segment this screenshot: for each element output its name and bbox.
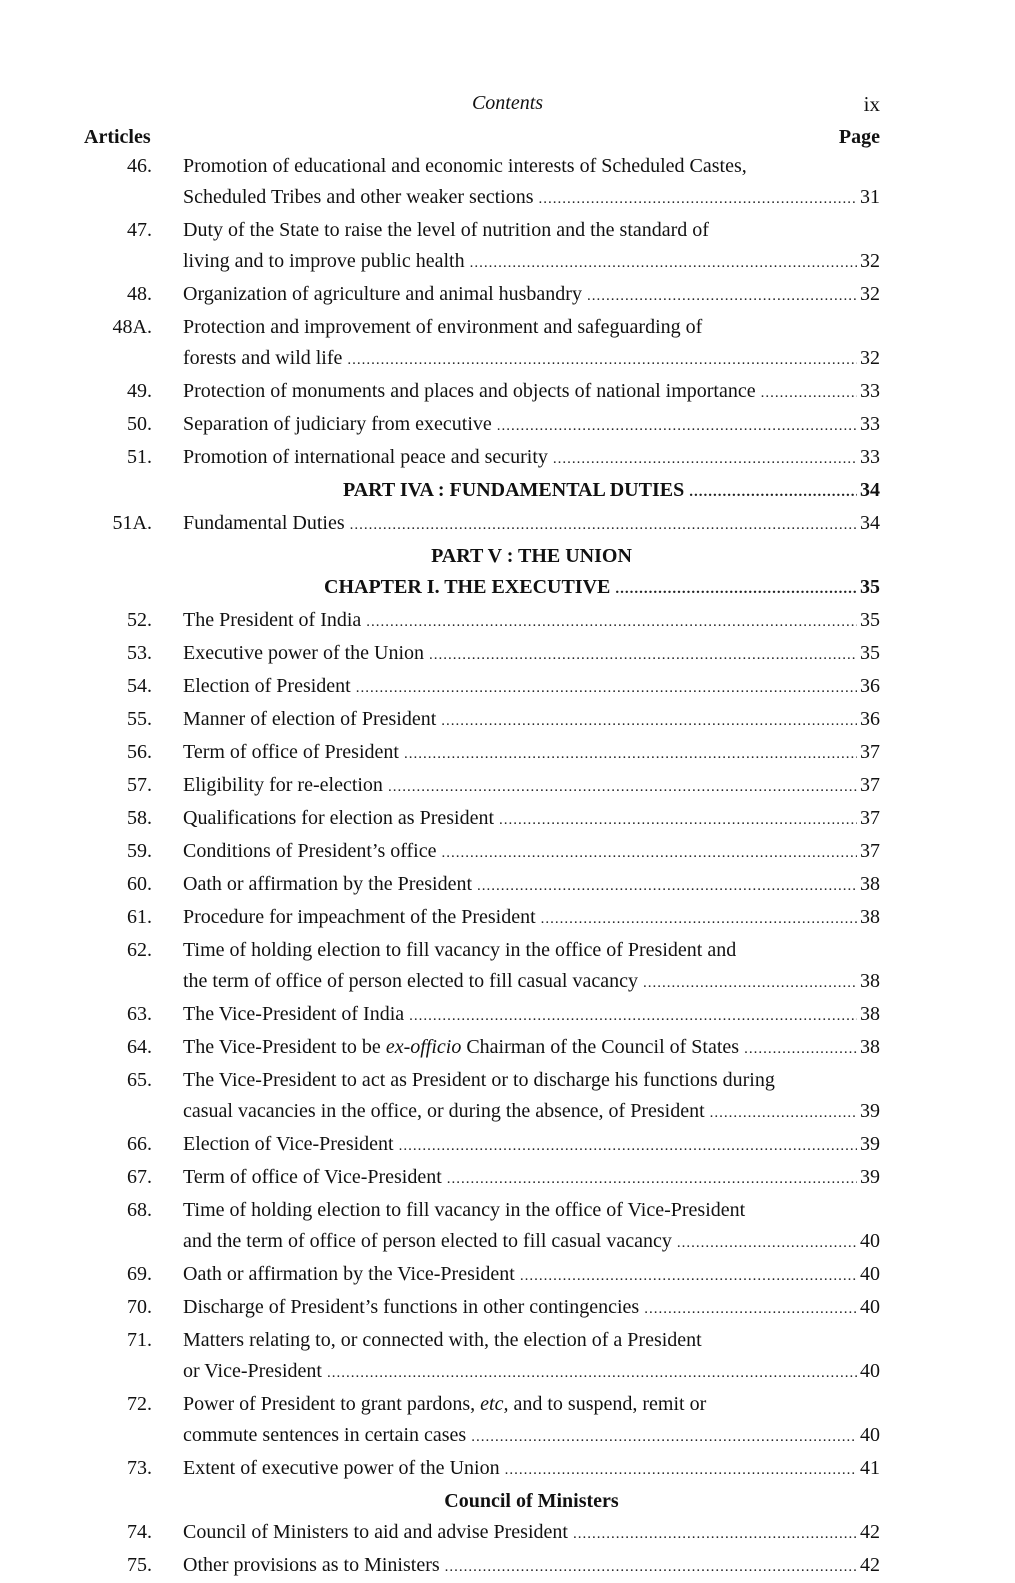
entry-title: Conditions of President’s office [183,840,437,862]
entry-title: Eligibility for re-election [183,774,383,796]
entry-page: 41 [860,1457,880,1479]
toc-entry-63 [80,999,880,1032]
article-number: 57. [127,774,152,796]
dot-leader [447,1164,857,1195]
article-number: 51. [127,446,152,468]
entry-title: Council of Ministers to aid and advise President [183,1521,568,1543]
article-number: 70. [127,1296,152,1318]
entry-title: The Vice-President to act as President or to discharge his functions during [183,1069,775,1091]
dot-leader [520,1261,857,1292]
dot-leader [404,739,857,770]
entry-title: The President of India [183,609,362,631]
entry-page: 36 [860,708,880,730]
article-number: 54. [127,675,152,697]
entry-title: Election of Vice-President [183,1133,394,1155]
dot-leader [615,574,857,605]
article-number: 48. [127,283,152,305]
entry-title: Promotion of educational and economic interests of Scheduled Castes, [183,155,747,177]
entry-page: 37 [860,741,880,763]
dot-leader [761,378,857,409]
toc-entry-48a [80,312,880,376]
entry-page: 42 [860,1521,880,1543]
page-number: ix [863,92,880,116]
entry-page: 32 [860,347,880,369]
article-number: 53. [127,642,152,664]
entry-page: 32 [860,283,880,305]
article-number: 51A. [112,512,152,534]
entry-title-cont: casual vacancies in the office, or during the absence, of President [183,1100,705,1122]
toc-entry-61 [80,902,880,935]
entry-page: 40 [860,1263,880,1285]
entry-title: Election of President [183,675,351,697]
entry-page: 33 [860,380,880,402]
dot-leader [744,1034,857,1065]
article-number: 49. [127,380,152,402]
article-number: 52. [127,609,152,631]
dot-leader [573,1519,857,1550]
article-number: 64. [127,1036,152,1058]
dot-leader [350,510,857,541]
part-title: PART IVA : FUNDAMENTAL DUTIES [343,479,685,501]
entry-title-cont: Scheduled Tribes and other weaker sections [183,186,534,208]
dot-leader [689,477,857,508]
dot-leader [429,640,857,671]
entry-title-cont: or Vice-President [183,1360,322,1382]
entry-title: Oath or affirmation by the Vice-President [183,1263,515,1285]
article-number: 46. [127,155,152,177]
entry-title: Time of holding election to fill vacancy in the office of President and [183,939,737,961]
chapter-page: 35 [860,576,880,598]
entry-page: 42 [860,1554,880,1576]
toc-entry-70 [80,1292,880,1325]
dot-leader [505,1455,857,1486]
dot-leader [347,345,857,376]
article-number: 65. [127,1069,152,1091]
toc-entry-56 [80,737,880,770]
dot-leader [499,805,857,836]
dot-leader [710,1098,857,1129]
entry-title: Other provisions as to Ministers [183,1554,440,1576]
toc-entry-55 [80,704,880,737]
article-number: 73. [127,1457,152,1479]
dot-leader [497,411,857,442]
toc-entry-51 [80,442,880,475]
entry-title-italic: ex-officio [385,1036,462,1058]
entry-title: Extent of executive power of the Union [183,1457,500,1479]
entry-title-cont: living and to improve public health [183,250,465,272]
entry-page: 34 [860,512,880,534]
dot-leader [445,1552,857,1583]
toc-entry-62 [80,935,880,999]
part-iva-heading [80,475,880,508]
part-v-heading: PART V : THE UNION [431,545,632,567]
entry-title-part: The Vice-President to be [183,1036,386,1058]
toc-entry-59 [80,836,880,869]
dot-leader [399,1131,857,1162]
dot-leader [644,1294,857,1325]
toc-entry-68 [80,1195,880,1259]
part-page: 34 [860,479,880,501]
article-number: 75. [127,1554,152,1576]
article-number: 66. [127,1133,152,1155]
entry-title: Term of office of Vice-President [183,1166,442,1188]
entry-page: 37 [860,807,880,829]
article-number: 68. [127,1199,152,1221]
dot-leader [442,838,858,869]
entry-page: 38 [860,1036,880,1058]
entry-title: The Vice-President of India [183,1003,405,1025]
entry-title-cont: and the term of office of person elected to fill casual vacancy [183,1230,672,1252]
article-number: 56. [127,741,152,763]
article-number: 69. [127,1263,152,1285]
toc-entry-49 [80,376,880,409]
article-number: 72. [127,1393,152,1415]
entry-page: 32 [860,250,880,272]
entry-title: Promotion of international peace and security [183,446,548,468]
entry-page: 40 [860,1296,880,1318]
article-number: 48A. [112,316,152,338]
entry-page: 39 [860,1133,880,1155]
article-number: 60. [127,873,152,895]
page-column-label: Page [838,126,880,148]
toc-entry-54 [80,671,880,704]
entry-title [183,1389,880,1420]
entry-title-part: and to suspend, remit or [508,1393,707,1415]
entry-title: Time of holding election to fill vacancy in the office of Vice-President [183,1199,746,1221]
toc-entry-46 [80,151,880,215]
entry-title: Duty of the State to raise the level of nutrition and the standard of [183,219,709,241]
entry-title: Manner of election of President [183,708,437,730]
dot-leader [677,1228,857,1259]
article-number: 59. [127,840,152,862]
articles-column-label: Articles [84,126,151,148]
article-number: 67. [127,1166,152,1188]
entry-page: 38 [860,970,880,992]
toc-entry-71 [80,1325,880,1389]
toc-entry-72 [80,1389,880,1453]
entry-title [183,1032,739,1063]
toc-entry-50 [80,409,880,442]
dot-leader [643,968,857,999]
article-number: 50. [127,413,152,435]
toc-entry-64 [80,1032,880,1065]
dot-leader [541,904,857,935]
article-number: 63. [127,1003,152,1025]
entry-page: 39 [860,1166,880,1188]
dot-leader [327,1358,857,1389]
article-number: 62. [127,939,152,961]
article-number: 61. [127,906,152,928]
toc-entry-75 [80,1550,880,1583]
entry-title: Qualifications for election as President [183,807,495,829]
entry-page: 40 [860,1424,880,1446]
dot-leader [470,248,857,279]
toc-entry-48 [80,279,880,312]
dot-leader [441,706,857,737]
entry-title: Term of office of President [183,741,399,763]
dot-leader [356,673,857,704]
toc-entry-58 [80,803,880,836]
entry-page: 39 [860,1100,880,1122]
entry-title-part: Chairman of the Council of States [461,1036,740,1058]
entry-title-part: Power of President to grant pardons, [183,1393,481,1415]
entry-page: 40 [860,1230,880,1252]
entry-page: 31 [860,186,880,208]
table-of-contents [80,151,880,1583]
entry-title-italic: etc, [480,1393,509,1415]
dot-leader [553,444,857,475]
toc-entry-65 [80,1065,880,1129]
entry-title-cont: commute sentences in certain cases [183,1424,467,1446]
entry-page: 33 [860,446,880,468]
entry-title: Separation of judiciary from executive [183,413,492,435]
toc-entry-66 [80,1129,880,1162]
council-of-ministers-heading: Council of Ministers [444,1490,619,1512]
entry-title: Procedure for impeachment of the President [183,906,536,928]
article-number: 74. [127,1521,152,1543]
entry-page: 36 [860,675,880,697]
entry-page: 37 [860,840,880,862]
toc-entry-73 [80,1453,880,1486]
dot-leader [587,281,857,312]
dot-leader [409,1001,857,1032]
dot-leader [471,1422,857,1453]
toc-entry-74 [80,1517,880,1550]
dot-leader [366,607,857,638]
toc-entry-69 [80,1259,880,1292]
dot-leader [538,184,857,215]
entry-title: Executive power of the Union [183,642,425,664]
entry-page: 38 [860,873,880,895]
toc-entry-51a [80,508,880,541]
toc-entry-57 [80,770,880,803]
entry-page: 33 [860,413,880,435]
entry-title-cont: forests and wild life [183,347,343,369]
article-number: 47. [127,219,152,241]
dot-leader [388,772,857,803]
toc-entry-52 [80,605,880,638]
toc-entry-53 [80,638,880,671]
article-number: 71. [127,1329,152,1351]
toc-entry-47 [80,215,880,279]
entry-page: 38 [860,1003,880,1025]
article-number: 55. [127,708,152,730]
entry-title: Organization of agriculture and animal husbandry [183,283,582,305]
toc-entry-60 [80,869,880,902]
dot-leader [477,871,857,902]
entry-page: 37 [860,774,880,796]
entry-page: 35 [860,642,880,664]
running-header-title: Contents [471,92,544,114]
entry-title: Oath or affirmation by the President [183,873,473,895]
entry-title: Discharge of President’s functions in other contingencies [183,1296,640,1318]
entry-title: Fundamental Duties [183,512,345,534]
entry-page: 35 [860,609,880,631]
chapter-title: CHAPTER I. THE EXECUTIVE [324,576,611,598]
toc-entry-67 [80,1162,880,1195]
entry-title: Protection of monuments and places and objects of national importance [183,380,756,402]
entry-page: 38 [860,906,880,928]
article-number: 58. [127,807,152,829]
chapter-i-heading [80,572,880,605]
entry-title: Protection and improvement of environment and safeguarding of [183,316,703,338]
entry-title: Matters relating to, or connected with, the election of a President [183,1329,702,1351]
entry-title-cont: the term of office of person elected to fill casual vacancy [183,970,638,992]
entry-page: 40 [860,1360,880,1382]
